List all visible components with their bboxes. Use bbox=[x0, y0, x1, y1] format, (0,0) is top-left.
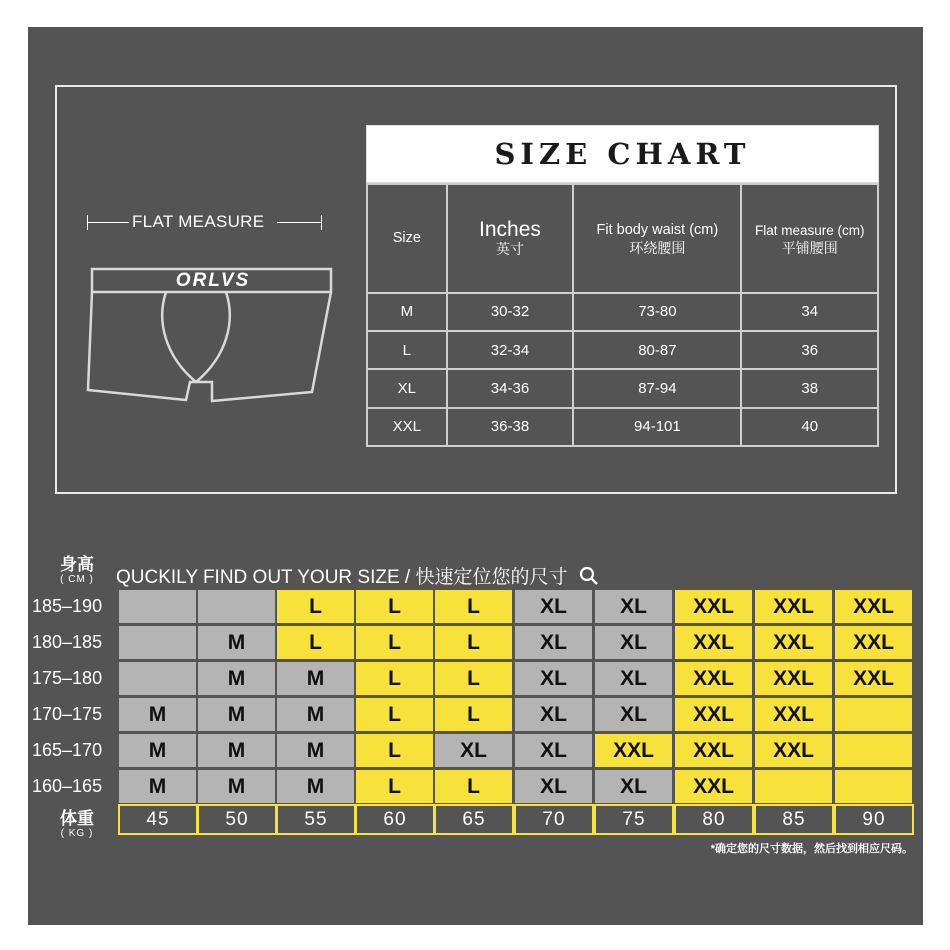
size-grid-cell bbox=[119, 590, 196, 623]
size-grid-cell: L bbox=[435, 590, 512, 623]
header-flat-measure-cn: 平铺腰围 bbox=[781, 239, 838, 256]
height-range-label: 160–165 bbox=[32, 776, 103, 796]
weight-value-cell: 85 bbox=[754, 804, 834, 835]
size-grid-cell: L bbox=[356, 662, 433, 695]
measure-tick-right bbox=[321, 215, 322, 230]
size-grid-cell bbox=[835, 734, 912, 767]
boxer-brief-illustration bbox=[86, 262, 336, 407]
weight-value-cell: 70 bbox=[514, 804, 594, 835]
measure-line-right bbox=[277, 222, 321, 223]
size-grid-cell: XXL bbox=[675, 734, 752, 767]
size-grid-cell bbox=[198, 590, 275, 623]
size-grid-cell: L bbox=[356, 734, 433, 767]
size-chart-cell-flat: 40 bbox=[741, 408, 878, 446]
weight-value-cell: 55 bbox=[276, 804, 356, 835]
height-range-label: 165–170 bbox=[32, 740, 103, 760]
size-grid-cell: M bbox=[119, 770, 196, 803]
size-chart-cell-flat: 34 bbox=[741, 293, 878, 331]
size-grid-cell: M bbox=[198, 734, 275, 767]
size-grid-cell: M bbox=[198, 698, 275, 731]
size-grid-cell: M bbox=[277, 662, 354, 695]
height-unit: ( CM ) bbox=[60, 574, 94, 585]
size-grid-cell: L bbox=[435, 662, 512, 695]
size-chart-cell-size: XXL bbox=[367, 408, 447, 446]
weight-value-cell: 50 bbox=[197, 804, 277, 835]
size-grid-cell: L bbox=[435, 698, 512, 731]
size-chart-row bbox=[367, 293, 878, 331]
size-grid-cell: M bbox=[198, 770, 275, 803]
size-grid-cell: XXL bbox=[675, 698, 752, 731]
size-grid-cell bbox=[755, 770, 832, 803]
size-grid-cell: XL bbox=[595, 662, 672, 695]
weight-value-cell: 75 bbox=[594, 804, 674, 835]
size-grid-cell: L bbox=[356, 626, 433, 659]
size-grid-cell: XXL bbox=[835, 662, 912, 695]
size-grid-cell: L bbox=[356, 698, 433, 731]
height-range-label: 170–175 bbox=[32, 704, 103, 724]
flat-measure-label: FLAT MEASURE bbox=[132, 212, 265, 231]
measure-line-left bbox=[87, 222, 129, 223]
size-grid-cell: L bbox=[435, 626, 512, 659]
height-range-label: 180–185 bbox=[32, 632, 103, 652]
header-fit-waist-cn: 环绕腰围 bbox=[629, 239, 686, 256]
size-grid-cell: M bbox=[119, 698, 196, 731]
size-grid-cell: XXL bbox=[755, 698, 832, 731]
size-chart-cell-inches: 36-38 bbox=[447, 408, 574, 446]
size-chart-cell-waist: 94-101 bbox=[573, 408, 741, 446]
size-grid-cell: XL bbox=[515, 626, 592, 659]
size-grid-cell: XL bbox=[515, 590, 592, 623]
flat-measure-indicator bbox=[87, 210, 322, 236]
weight-unit: ( KG ) bbox=[60, 828, 94, 839]
weight-value-cell: 65 bbox=[434, 804, 514, 835]
size-grid-cell: M bbox=[119, 734, 196, 767]
size-grid-cell: M bbox=[277, 770, 354, 803]
size-grid-cell: XXL bbox=[595, 734, 672, 767]
size-grid-cell bbox=[119, 662, 196, 695]
size-grid-cell: XL bbox=[595, 770, 672, 803]
size-grid-cell: XXL bbox=[675, 770, 752, 803]
size-chart-row bbox=[367, 408, 878, 446]
size-grid-cell: XXL bbox=[755, 590, 832, 623]
size-grid-cell: XXL bbox=[755, 734, 832, 767]
size-grid-cell: M bbox=[198, 626, 275, 659]
finder-title-row bbox=[116, 562, 599, 589]
size-grid-cell: XL bbox=[515, 662, 592, 695]
size-chart-cell-flat: 36 bbox=[741, 331, 878, 369]
size-chart-cell-size: M bbox=[367, 293, 447, 331]
size-grid-cell: L bbox=[356, 590, 433, 623]
size-grid-cell: L bbox=[435, 770, 512, 803]
size-chart-cell-inches: 34-36 bbox=[447, 369, 574, 407]
size-chart-cell-waist: 87-94 bbox=[573, 369, 741, 407]
weight-axis-header bbox=[55, 810, 99, 839]
size-chart-header-row bbox=[367, 184, 878, 293]
height-range-label: 175–180 bbox=[32, 668, 103, 688]
header-size-label: Size bbox=[392, 229, 421, 246]
size-grid-cell: XXL bbox=[675, 662, 752, 695]
search-icon bbox=[579, 566, 599, 586]
header-flat-measure-label: Flat measure (cm) bbox=[754, 222, 865, 238]
size-grid-cell: XXL bbox=[835, 626, 912, 659]
size-grid-cell: L bbox=[277, 590, 354, 623]
header-inches-label: Inches bbox=[479, 218, 541, 242]
size-chart-cell-size: XL bbox=[367, 369, 447, 407]
header-flat-measure bbox=[741, 184, 878, 293]
size-chart-cell-flat: 38 bbox=[741, 369, 878, 407]
size-chart-row bbox=[367, 331, 878, 369]
footnote: *确定您的尺寸数据，然后找到相应尺码。 bbox=[710, 843, 913, 855]
size-grid-cell: XXL bbox=[755, 626, 832, 659]
header-inches bbox=[447, 184, 574, 293]
size-grid-cell: XL bbox=[595, 698, 672, 731]
size-grid-cell: XL bbox=[435, 734, 512, 767]
header-fit-waist-label: Fit body waist (cm) bbox=[596, 221, 719, 238]
size-grid-cell: XXL bbox=[675, 626, 752, 659]
header-inches-cn: 英寸 bbox=[495, 241, 524, 258]
weight-value-cell: 80 bbox=[674, 804, 754, 835]
weight-value-cell: 60 bbox=[355, 804, 435, 835]
size-grid-cell: L bbox=[277, 626, 354, 659]
header-size bbox=[367, 184, 447, 293]
size-grid-cell bbox=[835, 770, 912, 803]
size-grid-cell: XL bbox=[515, 734, 592, 767]
finder-title: QUCKILY FIND OUT YOUR SIZE / 快速定位您的尺寸 bbox=[116, 567, 568, 588]
header-fit-waist bbox=[573, 184, 741, 293]
weight-label: 体重 bbox=[60, 809, 94, 828]
height-axis-header bbox=[55, 556, 99, 585]
size-chart-cell-waist: 80-87 bbox=[573, 331, 741, 369]
size-grid-cell: M bbox=[198, 662, 275, 695]
size-grid-cell: L bbox=[356, 770, 433, 803]
size-chart-row bbox=[367, 369, 878, 407]
size-chart bbox=[366, 125, 879, 447]
size-grid-cell: XL bbox=[595, 626, 672, 659]
size-grid-cell: M bbox=[277, 734, 354, 767]
weight-value-cell: 90 bbox=[834, 804, 914, 835]
size-grid-cell: XL bbox=[515, 698, 592, 731]
size-chart-cell-size: L bbox=[367, 331, 447, 369]
size-grid-cell bbox=[119, 626, 196, 659]
size-chart-cell-inches: 30-32 bbox=[447, 293, 574, 331]
size-grid-cell: XL bbox=[595, 590, 672, 623]
size-grid-cell: XL bbox=[515, 770, 592, 803]
size-chart-body bbox=[367, 293, 878, 446]
size-chart-cell-inches: 32-34 bbox=[447, 331, 574, 369]
pouch-outline bbox=[162, 292, 230, 382]
size-grid-cell: XXL bbox=[675, 590, 752, 623]
height-range-label: 185–190 bbox=[32, 596, 103, 616]
size-chart-table bbox=[366, 183, 879, 447]
size-grid-cell: XXL bbox=[755, 662, 832, 695]
size-grid-cell: XXL bbox=[835, 590, 912, 623]
brief-body-outline bbox=[88, 292, 331, 401]
size-chart-title: SIZE CHART bbox=[366, 125, 879, 183]
height-label: 身高 bbox=[60, 555, 94, 574]
size-grid-cell: M bbox=[277, 698, 354, 731]
size-chart-cell-waist: 73-80 bbox=[573, 293, 741, 331]
weight-value-cell: 45 bbox=[118, 804, 198, 835]
size-grid-cell bbox=[835, 698, 912, 731]
brand-logo: ORLVS bbox=[175, 270, 251, 291]
